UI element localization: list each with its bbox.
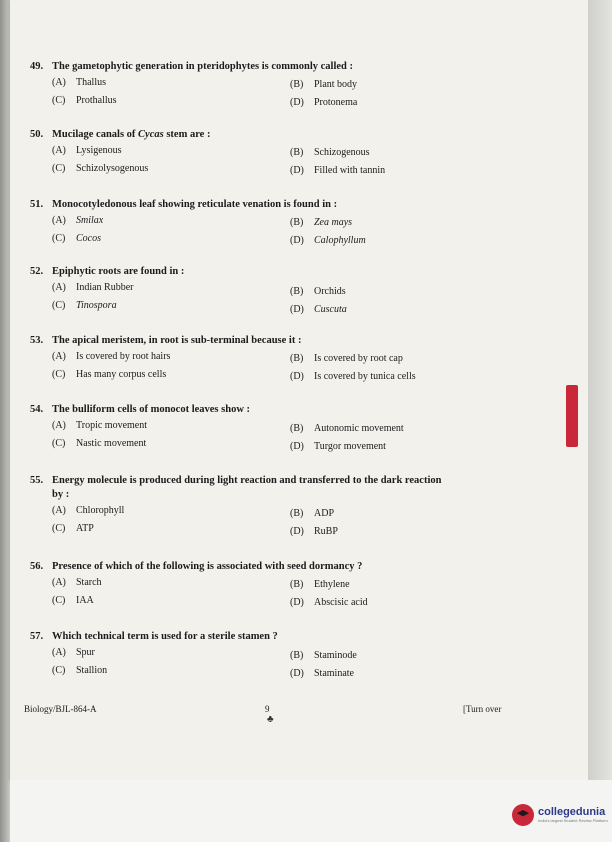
option-b: (B) ADP <box>290 508 335 519</box>
question-text: The apical meristem, in root is sub-terminal because it : <box>52 335 302 346</box>
question-55 <box>30 474 570 538</box>
collegedunia-logo <box>512 796 608 834</box>
option-c: (C) Cocos <box>52 233 101 244</box>
option-c: (C) Prothallus <box>52 95 117 106</box>
turn-over-note: [Turn over <box>463 704 502 714</box>
question-text: Energy molecule is produced during light reaction and transferred to the dark reaction <box>52 475 442 486</box>
option-b: (B) Staminode <box>290 650 357 661</box>
option-b: (B) Autonomic movement <box>290 423 404 434</box>
option-b: (B) Orchids <box>290 286 346 297</box>
question-text: Which technical term is used for a sterile stamen ? <box>52 631 278 642</box>
option-a: (A) Lysigenous <box>52 145 122 156</box>
question-number: 57. <box>30 631 44 642</box>
option-d: (D) Protonema <box>290 97 358 108</box>
page-edge <box>588 0 612 780</box>
question-57 <box>30 630 570 680</box>
option-c: (C) Nastic movement <box>52 438 147 449</box>
question-49 <box>30 60 570 110</box>
question-56 <box>30 560 570 610</box>
option-c: (C) IAA <box>52 595 94 606</box>
option-d: (D) Abscisic acid <box>290 597 368 608</box>
option-d: (D) Staminate <box>290 668 354 679</box>
option-b: (B) Plant body <box>290 79 358 90</box>
question-number: 54. <box>30 404 44 415</box>
question-number: 50. <box>30 129 44 140</box>
logo-name: collegedunia <box>538 806 606 818</box>
question-text: Monocotyledonous leaf showing reticulate venation is found in : <box>52 199 338 210</box>
question-text: Mucilage canals of Cycas stem are : <box>52 129 211 140</box>
option-a: (A) Thallus <box>52 77 106 88</box>
option-c: (C) ATP <box>52 523 94 534</box>
option-d: (D) Turgor movement <box>290 441 386 452</box>
question-text: The gametophytic generation in pteridophytes is commonly called : <box>52 61 353 72</box>
question-text-continued: by : <box>52 489 70 500</box>
option-b: (B) Zea mays <box>290 217 353 228</box>
option-c: (C) Schizolysogenous <box>52 163 149 174</box>
option-a: (A) Indian Rubber <box>52 282 134 293</box>
question-52 <box>30 265 570 315</box>
question-text: The bulliform cells of monocot leaves show : <box>52 404 251 415</box>
option-a: (A) Chlorophyll <box>52 505 125 516</box>
option-d: (D) Is covered by tunica cells <box>290 371 416 382</box>
club-symbol: ♣ <box>267 714 274 725</box>
option-d: (D) Filled with tannin <box>290 165 386 176</box>
question-number: 56. <box>30 561 44 572</box>
option-a: (A) Is covered by root hairs <box>52 351 171 362</box>
question-text: Presence of which of the following is associated with seed dormancy ? <box>52 561 363 572</box>
option-a: (A) Starch <box>52 577 102 588</box>
binder-edge <box>0 0 10 842</box>
question-number: 55. <box>30 475 44 486</box>
option-b: (B) Schizogenous <box>290 147 370 158</box>
logo-tagline: India's largest Student Review Platform <box>538 818 608 823</box>
option-a: (A) Smilax <box>52 215 104 226</box>
option-a: (A) Spur <box>52 647 95 658</box>
option-d: (D) Cuscuta <box>290 304 347 315</box>
question-53 <box>30 334 570 384</box>
question-text: Epiphytic roots are found in : <box>52 266 185 277</box>
option-d: (D) Calophyllum <box>290 235 366 246</box>
page-number: 9 <box>265 704 270 714</box>
question-54 <box>30 403 570 453</box>
question-50 <box>30 128 570 178</box>
option-c: (C) Stallion <box>52 665 108 676</box>
question-number: 51. <box>30 199 44 210</box>
option-b: (B) Is covered by root cap <box>290 353 403 364</box>
option-c: (C) Has many corpus cells <box>52 369 167 380</box>
option-d: (D) RuBP <box>290 526 338 537</box>
question-number: 49. <box>30 61 44 72</box>
option-a: (A) Tropic movement <box>52 420 148 431</box>
graduation-cap-icon <box>512 804 534 826</box>
question-51 <box>30 198 570 248</box>
option-b: (B) Ethylene <box>290 579 350 590</box>
question-number: 52. <box>30 266 44 277</box>
question-number: 53. <box>30 335 44 346</box>
option-c: (C) Tinospora <box>52 300 117 311</box>
paper-code: Biology/BJL-864-A <box>24 704 97 714</box>
